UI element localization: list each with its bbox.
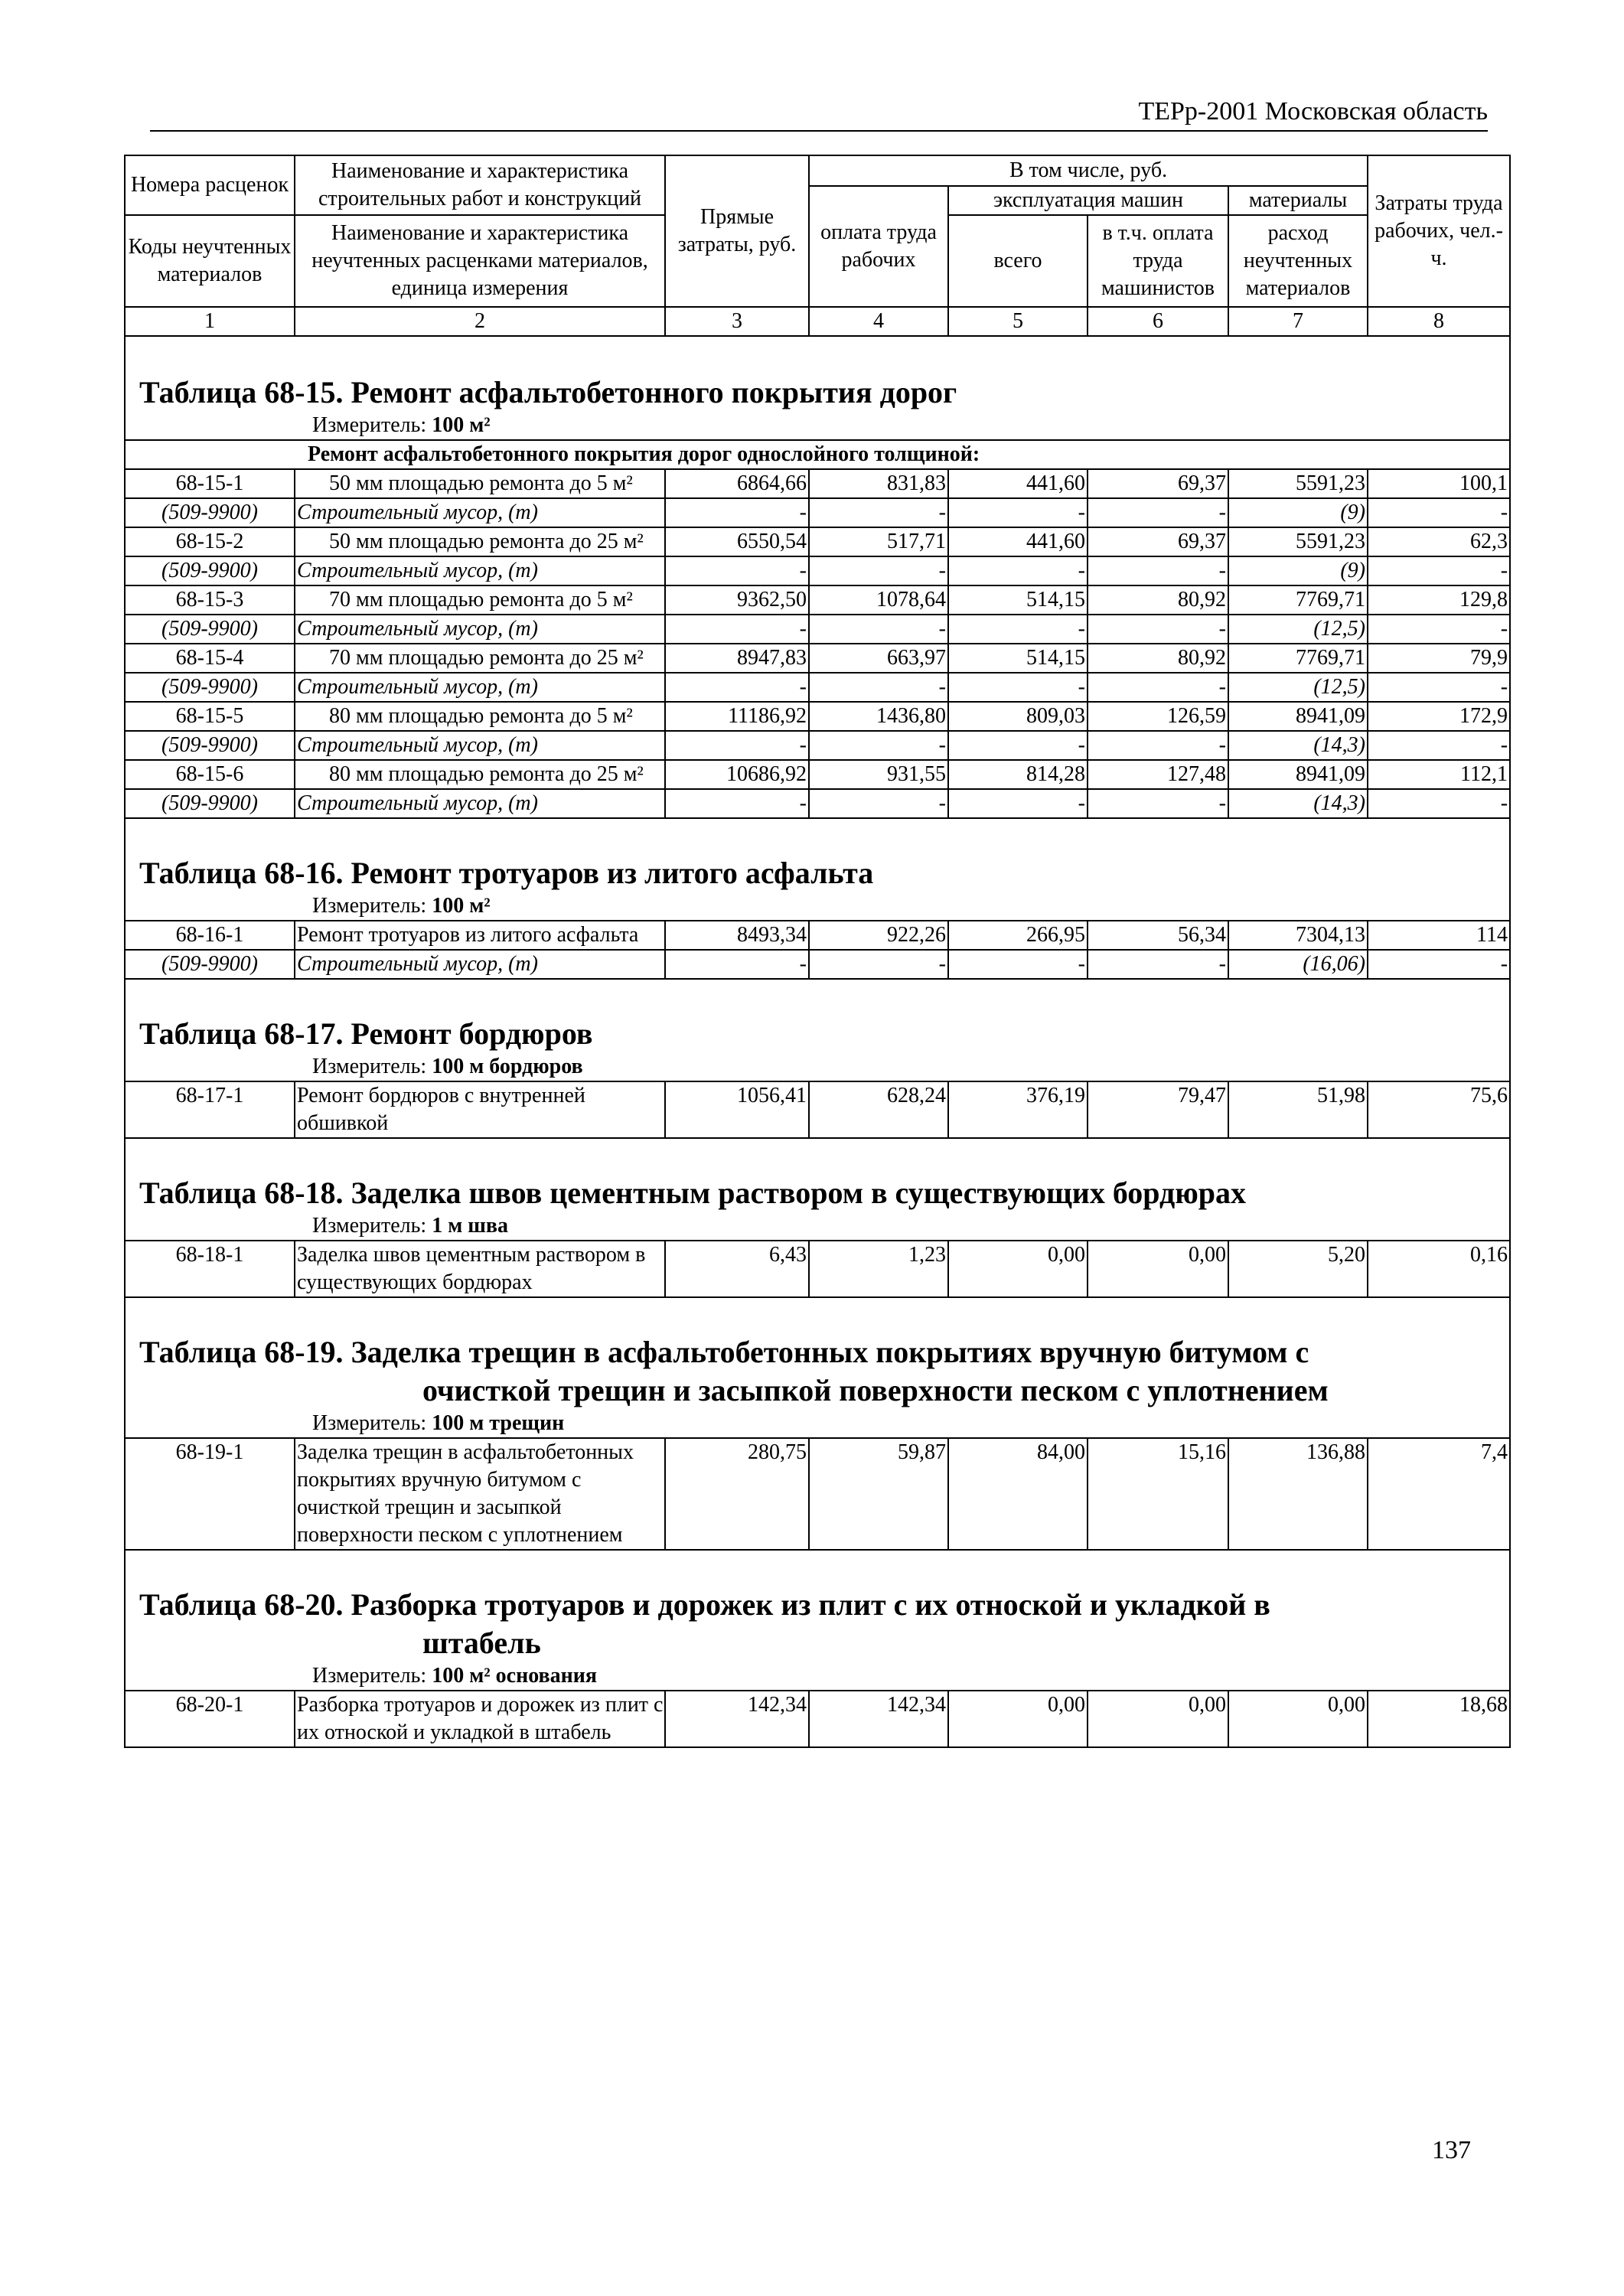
material-code: (509-9900) <box>125 731 295 760</box>
value-labor-costs: 129,8 <box>1368 585 1510 615</box>
table-row <box>125 702 1510 731</box>
measure-unit-value: 100 м² <box>432 894 491 918</box>
measure-unit-label: Измеритель: <box>312 894 427 918</box>
table-title <box>139 1139 1509 1212</box>
table-title-text: Таблица 68-15. Ремонт асфальтобетонного покрытия дорог <box>139 375 957 409</box>
table-row <box>125 760 1510 789</box>
value-materials: 5591,23 <box>1228 469 1368 498</box>
value-machines: 441,60 <box>948 469 1088 498</box>
table-heading <box>125 818 1510 921</box>
material-machines: - <box>948 950 1088 979</box>
table-row <box>125 644 1510 673</box>
material-machines: - <box>948 498 1088 527</box>
material-labor-pay: - <box>809 789 948 818</box>
value-direct: 11186,92 <box>665 702 809 731</box>
header-operators-pay: в т.ч. оплата труда машинистов <box>1088 215 1228 307</box>
material-machines: - <box>948 556 1088 585</box>
value-operators: 80,92 <box>1088 644 1228 673</box>
material-labor-pay: - <box>809 673 948 702</box>
header-labor-pay: оплата труда рабочих <box>809 186 948 307</box>
header-labor-costs: Затраты труда рабочих, чел.-ч. <box>1368 155 1510 307</box>
material-labor-pay: - <box>809 950 948 979</box>
table-title-text: Таблица 68-19. Заделка трещин в асфальтобетонных покрытиях вручную битумом с <box>139 1335 1309 1369</box>
value-materials: 0,00 <box>1228 1691 1368 1747</box>
material-code: (509-9900) <box>125 615 295 644</box>
value-materials: 136,88 <box>1228 1438 1368 1550</box>
work-name: 80 мм площадью ремонта до 25 м² <box>295 760 665 789</box>
value-machines: 814,28 <box>948 760 1088 789</box>
value-labor-pay: 931,55 <box>809 760 948 789</box>
header-unaccounted-materials: расход неучтенных материалов <box>1228 215 1368 307</box>
value-labor-costs: 100,1 <box>1368 469 1510 498</box>
value-operators: 0,00 <box>1088 1241 1228 1297</box>
material-operators: - <box>1088 556 1228 585</box>
value-machines: 441,60 <box>948 527 1088 556</box>
table-row <box>125 921 1510 950</box>
measure-unit <box>139 1053 1509 1081</box>
material-direct: - <box>665 673 809 702</box>
value-labor-pay: 1436,80 <box>809 702 948 731</box>
material-materials: (14,3) <box>1228 789 1368 818</box>
header-col1-bottom: Коды неучтенных материалов <box>125 215 295 307</box>
value-labor-pay: 922,26 <box>809 921 948 950</box>
header-col1-top: Номера расценок <box>125 155 295 215</box>
material-direct: - <box>665 498 809 527</box>
table-title <box>139 1298 1509 1410</box>
header-direct-costs: Прямые затраты, руб. <box>665 155 809 307</box>
work-name: Ремонт бордюров с внутренней обшивкой <box>295 1081 665 1138</box>
value-operators: 80,92 <box>1088 585 1228 615</box>
material-materials: (9) <box>1228 556 1368 585</box>
material-name: Строительный мусор, (т) <box>295 731 665 760</box>
measure-unit-value: 100 м трещин <box>432 1411 565 1435</box>
material-labor-costs: - <box>1368 731 1510 760</box>
value-labor-pay: 1078,64 <box>809 585 948 615</box>
table-row <box>125 527 1510 556</box>
table-heading-row <box>125 979 1510 1081</box>
column-number: 6 <box>1088 307 1228 336</box>
measure-unit-value: 100 м бордюров <box>432 1055 583 1078</box>
material-name: Строительный мусор, (т) <box>295 556 665 585</box>
table-heading <box>125 979 1510 1081</box>
table-title-text: Таблица 68-17. Ремонт бордюров <box>139 1016 593 1051</box>
table-title-line2: очисткой трещин и засыпкой поверхности песком с уплотнением <box>422 1373 1329 1407</box>
table-heading <box>125 1297 1510 1438</box>
value-machines: 809,03 <box>948 702 1088 731</box>
column-number: 2 <box>295 307 665 336</box>
rate-code: 68-16-1 <box>125 921 295 950</box>
value-labor-pay: 831,83 <box>809 469 948 498</box>
material-materials: (14,3) <box>1228 731 1368 760</box>
material-labor-costs: - <box>1368 950 1510 979</box>
value-labor-costs: 114 <box>1368 921 1510 950</box>
measure-unit <box>139 412 1509 439</box>
table-heading <box>125 336 1510 440</box>
column-number: 4 <box>809 307 948 336</box>
table-title-text: Таблица 68-16. Ремонт тротуаров из литого асфальта <box>139 856 874 890</box>
value-machines: 266,95 <box>948 921 1088 950</box>
material-materials: (12,5) <box>1228 673 1368 702</box>
material-code: (509-9900) <box>125 789 295 818</box>
material-name: Строительный мусор, (т) <box>295 950 665 979</box>
value-labor-pay: 628,24 <box>809 1081 948 1138</box>
value-direct: 8947,83 <box>665 644 809 673</box>
material-materials: (12,5) <box>1228 615 1368 644</box>
table-row <box>125 469 1510 498</box>
page-number: 137 <box>1432 2136 1471 2164</box>
value-direct: 8493,34 <box>665 921 809 950</box>
header-machines: эксплуатация машин <box>948 186 1228 215</box>
value-labor-costs: 172,9 <box>1368 702 1510 731</box>
table-row <box>125 585 1510 615</box>
measure-unit <box>139 1410 1509 1437</box>
material-operators: - <box>1088 615 1228 644</box>
value-direct: 280,75 <box>665 1438 809 1550</box>
material-name: Строительный мусор, (т) <box>295 498 665 527</box>
rate-code: 68-15-1 <box>125 469 295 498</box>
material-code: (509-9900) <box>125 498 295 527</box>
work-name: Заделка швов цементным раствором в существующих бордюрах <box>295 1241 665 1297</box>
value-direct: 10686,92 <box>665 760 809 789</box>
value-machines: 84,00 <box>948 1438 1088 1550</box>
table-heading-row <box>125 336 1510 440</box>
value-operators: 15,16 <box>1088 1438 1228 1550</box>
table-title-text: Таблица 68-18. Заделка швов цементным раствором в существующих бордюрах <box>139 1176 1247 1210</box>
value-materials: 7769,71 <box>1228 644 1368 673</box>
material-operators: - <box>1088 498 1228 527</box>
material-operators: - <box>1088 673 1228 702</box>
material-operators: - <box>1088 731 1228 760</box>
value-direct: 6,43 <box>665 1241 809 1297</box>
measure-unit-label: Измеритель: <box>312 1411 427 1435</box>
table-heading-row <box>125 818 1510 921</box>
value-machines: 514,15 <box>948 585 1088 615</box>
value-machines: 376,19 <box>948 1081 1088 1138</box>
value-labor-costs: 0,16 <box>1368 1241 1510 1297</box>
rate-code: 68-15-6 <box>125 760 295 789</box>
header-including: В том числе, руб. <box>809 155 1368 186</box>
measure-unit <box>139 1212 1509 1240</box>
measure-unit-label: Измеритель: <box>312 413 427 437</box>
value-operators: 79,47 <box>1088 1081 1228 1138</box>
value-operators: 126,59 <box>1088 702 1228 731</box>
material-direct: - <box>665 556 809 585</box>
material-direct: - <box>665 950 809 979</box>
value-materials: 8941,09 <box>1228 702 1368 731</box>
table-title <box>139 819 1509 892</box>
table-title <box>139 980 1509 1053</box>
value-materials: 5,20 <box>1228 1241 1368 1297</box>
group-heading-row <box>125 440 1510 469</box>
table-heading-row <box>125 1550 1510 1691</box>
measure-unit-label: Измеритель: <box>312 1214 427 1238</box>
table-heading-row <box>125 1138 1510 1241</box>
work-name: Ремонт тротуаров из литого асфальта <box>295 921 665 950</box>
value-materials: 8941,09 <box>1228 760 1368 789</box>
column-number: 1 <box>125 307 295 336</box>
value-labor-costs: 79,9 <box>1368 644 1510 673</box>
header-col2-top: Наименование и характеристика строительных работ и конструкций <box>295 155 665 215</box>
work-name: 70 мм площадью ремонта до 25 м² <box>295 644 665 673</box>
header-machines-total: всего <box>948 215 1088 307</box>
group-heading: Ремонт асфальтобетонного покрытия дорог однослойного толщиной: <box>125 440 1510 469</box>
column-number: 8 <box>1368 307 1510 336</box>
material-labor-costs: - <box>1368 615 1510 644</box>
material-name: Строительный мусор, (т) <box>295 615 665 644</box>
value-materials: 5591,23 <box>1228 527 1368 556</box>
value-labor-pay: 142,34 <box>809 1691 948 1747</box>
value-labor-costs: 75,6 <box>1368 1081 1510 1138</box>
material-labor-pay: - <box>809 615 948 644</box>
column-number-row <box>125 307 1510 336</box>
material-row <box>125 789 1510 818</box>
material-direct: - <box>665 789 809 818</box>
work-name: 50 мм площадью ремонта до 5 м² <box>295 469 665 498</box>
material-labor-costs: - <box>1368 498 1510 527</box>
measure-unit-label: Измеритель: <box>312 1664 427 1688</box>
value-direct: 6550,54 <box>665 527 809 556</box>
price-table <box>124 155 1511 1748</box>
material-name: Строительный мусор, (т) <box>295 789 665 818</box>
measure-unit <box>139 892 1509 920</box>
value-direct: 142,34 <box>665 1691 809 1747</box>
column-number: 7 <box>1228 307 1368 336</box>
rate-code: 68-15-4 <box>125 644 295 673</box>
material-labor-costs: - <box>1368 789 1510 818</box>
material-operators: - <box>1088 789 1228 818</box>
measure-unit-value: 1 м шва <box>432 1214 509 1238</box>
work-name: Заделка трещин в асфальтобетонных покрытиях вручную битумом с очисткой трещин и засыпкой поверхности песком с уплотнением <box>295 1438 665 1550</box>
table-row <box>125 1081 1510 1138</box>
material-row <box>125 615 1510 644</box>
value-machines: 0,00 <box>948 1691 1088 1747</box>
rate-code: 68-18-1 <box>125 1241 295 1297</box>
value-labor-costs: 62,3 <box>1368 527 1510 556</box>
rate-code: 68-15-5 <box>125 702 295 731</box>
material-row <box>125 731 1510 760</box>
value-labor-costs: 112,1 <box>1368 760 1510 789</box>
table-row <box>125 1438 1510 1550</box>
work-name: 70 мм площадью ремонта до 5 м² <box>295 585 665 615</box>
measure-unit <box>139 1662 1509 1690</box>
value-labor-pay: 517,71 <box>809 527 948 556</box>
material-machines: - <box>948 731 1088 760</box>
value-direct: 6864,66 <box>665 469 809 498</box>
material-code: (509-9900) <box>125 950 295 979</box>
measure-unit-value: 100 м² <box>432 413 491 437</box>
material-code: (509-9900) <box>125 673 295 702</box>
material-operators: - <box>1088 950 1228 979</box>
material-row <box>125 498 1510 527</box>
material-labor-pay: - <box>809 498 948 527</box>
work-name: Разборка тротуаров и дорожек из плит с их отноской и укладкой в штабель <box>295 1691 665 1747</box>
work-name: 50 мм площадью ремонта до 25 м² <box>295 527 665 556</box>
value-labor-costs: 7,4 <box>1368 1438 1510 1550</box>
table-row <box>125 1241 1510 1297</box>
measure-unit-value: 100 м² основания <box>432 1664 598 1688</box>
material-machines: - <box>948 789 1088 818</box>
table-title-text: Таблица 68-20. Разборка тротуаров и дорожек из плит с их отноской и укладкой в <box>139 1587 1270 1622</box>
rate-code: 68-19-1 <box>125 1438 295 1550</box>
column-number: 5 <box>948 307 1088 336</box>
value-operators: 56,34 <box>1088 921 1228 950</box>
value-operators: 69,37 <box>1088 469 1228 498</box>
header-col2-bottom: Наименование и характеристика неучтенных расценками материалов, единица измерения <box>295 215 665 307</box>
material-labor-costs: - <box>1368 556 1510 585</box>
rate-code: 68-20-1 <box>125 1691 295 1747</box>
measure-unit-label: Измеритель: <box>312 1055 427 1078</box>
material-machines: - <box>948 673 1088 702</box>
value-direct: 1056,41 <box>665 1081 809 1138</box>
running-head: ТЕРр-2001 Московская область <box>150 96 1488 132</box>
material-labor-pay: - <box>809 556 948 585</box>
material-code: (509-9900) <box>125 556 295 585</box>
material-materials: (16,06) <box>1228 950 1368 979</box>
material-row <box>125 950 1510 979</box>
column-number: 3 <box>665 307 809 336</box>
rate-code: 68-15-3 <box>125 585 295 615</box>
material-direct: - <box>665 731 809 760</box>
value-materials: 51,98 <box>1228 1081 1368 1138</box>
rate-code: 68-15-2 <box>125 527 295 556</box>
value-labor-pay: 1,23 <box>809 1241 948 1297</box>
value-materials: 7769,71 <box>1228 585 1368 615</box>
value-machines: 0,00 <box>948 1241 1088 1297</box>
material-machines: - <box>948 615 1088 644</box>
value-operators: 127,48 <box>1088 760 1228 789</box>
material-direct: - <box>665 615 809 644</box>
material-name: Строительный мусор, (т) <box>295 673 665 702</box>
value-machines: 514,15 <box>948 644 1088 673</box>
table-heading <box>125 1550 1510 1691</box>
material-row <box>125 556 1510 585</box>
value-labor-pay: 663,97 <box>809 644 948 673</box>
material-labor-costs: - <box>1368 673 1510 702</box>
material-materials: (9) <box>1228 498 1368 527</box>
material-row <box>125 673 1510 702</box>
header-materials: материалы <box>1228 186 1368 215</box>
material-labor-pay: - <box>809 731 948 760</box>
value-materials: 7304,13 <box>1228 921 1368 950</box>
rate-code: 68-17-1 <box>125 1081 295 1138</box>
table-heading <box>125 1138 1510 1241</box>
value-operators: 0,00 <box>1088 1691 1228 1747</box>
header-row-1 <box>125 155 1510 186</box>
table-title-line2: штабель <box>422 1626 541 1660</box>
value-labor-costs: 18,68 <box>1368 1691 1510 1747</box>
table-title <box>139 1551 1509 1662</box>
table-row <box>125 1691 1510 1747</box>
table-title <box>139 337 1509 412</box>
value-labor-pay: 59,87 <box>809 1438 948 1550</box>
value-direct: 9362,50 <box>665 585 809 615</box>
value-operators: 69,37 <box>1088 527 1228 556</box>
work-name: 80 мм площадью ремонта до 5 м² <box>295 702 665 731</box>
table-heading-row <box>125 1297 1510 1438</box>
